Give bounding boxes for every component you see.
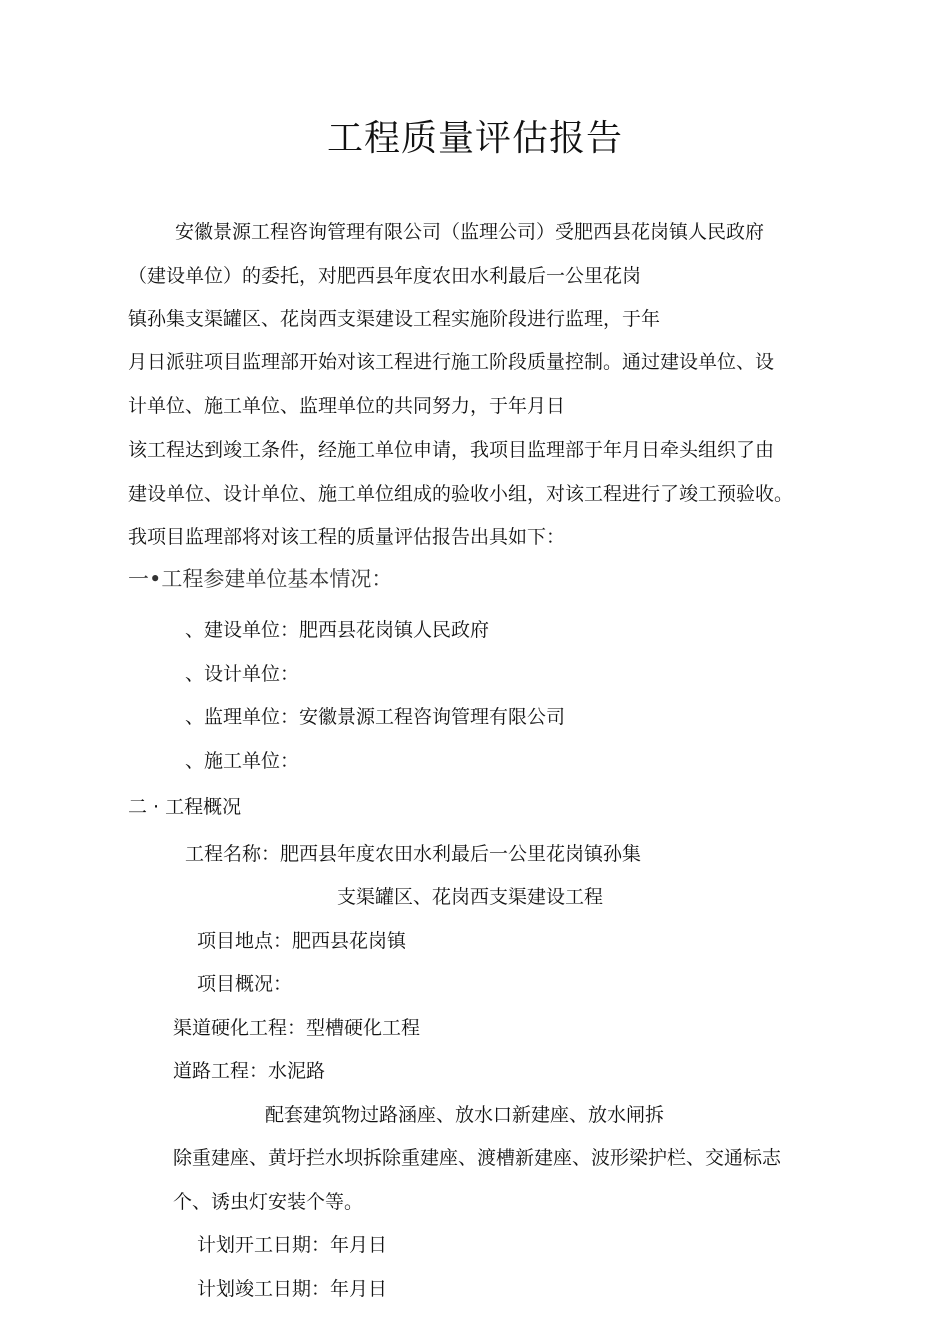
intro-line-1: 安徽景源工程咨询管理有限公司（监理公司）受肥西县花岗镇人民政府 bbox=[175, 221, 765, 243]
participant-construction-unit: 、建设单位：肥西县花岗镇人民政府 bbox=[185, 619, 490, 641]
structures-line-2: 除重建座、黄圩拦水坝拆除重建座、渡槽新建座、波形梁护栏、交通标志 bbox=[173, 1147, 782, 1169]
structures-line-1: 配套建筑物过路涵座、放水口新建座、放水闸拆 bbox=[265, 1104, 665, 1126]
intro-line-6: 该工程达到竣工条件，经施工单位申请，我项目监理部于年月日牵头组织了由 bbox=[128, 439, 775, 461]
section-2-heading: 二 · 工程概况 bbox=[128, 796, 242, 818]
project-overview-label: 项目概况： bbox=[197, 973, 293, 995]
intro-line-2: （建设单位）的委托，对肥西县年度农田水利最后一公里花岗 bbox=[128, 265, 642, 287]
section-1-heading: 一•工程参建单位基本情况： bbox=[128, 567, 393, 591]
intro-line-4: 月日派驻项目监理部开始对该工程进行施工阶段质量控制。通过建设单位、设 bbox=[128, 351, 775, 373]
planned-start-date: 计划开工日期：年月日 bbox=[197, 1234, 388, 1256]
participant-supervision-unit: 、监理单位：安徽景源工程咨询管理有限公司 bbox=[185, 706, 566, 728]
planned-completion-date: 计划竣工日期：年月日 bbox=[197, 1278, 388, 1300]
participant-contractor-unit: 、施工单位： bbox=[185, 750, 300, 772]
project-name-line-2: 支渠罐区、花岗西支渠建设工程 bbox=[337, 886, 604, 908]
canal-hardening-work: 渠道硬化工程：型槽硬化工程 bbox=[173, 1017, 421, 1039]
project-location: 项目地点：肥西县花岗镇 bbox=[197, 930, 407, 952]
document-title: 工程质量评估报告 bbox=[326, 118, 623, 159]
structures-line-3: 个、诱虫灯安装个等。 bbox=[173, 1191, 364, 1213]
intro-line-7: 建设单位、设计单位、施工单位组成的验收小组，对该工程进行了竣工预验收。 bbox=[128, 483, 794, 505]
intro-line-8: 我项目监理部将对该工程的质量评估报告出具如下： bbox=[128, 526, 566, 548]
intro-line-3: 镇孙集支渠罐区、花岗西支渠建设工程实施阶段进行监理，于年 bbox=[128, 308, 661, 330]
participant-design-unit: 、设计单位： bbox=[185, 663, 300, 685]
road-work: 道路工程：水泥路 bbox=[173, 1060, 326, 1082]
project-name-line-1: 工程名称：肥西县年度农田水利最后一公里花岗镇孙集 bbox=[185, 843, 642, 865]
intro-line-5: 计单位、施工单位、监理单位的共同努力，于年月日 bbox=[128, 395, 566, 417]
